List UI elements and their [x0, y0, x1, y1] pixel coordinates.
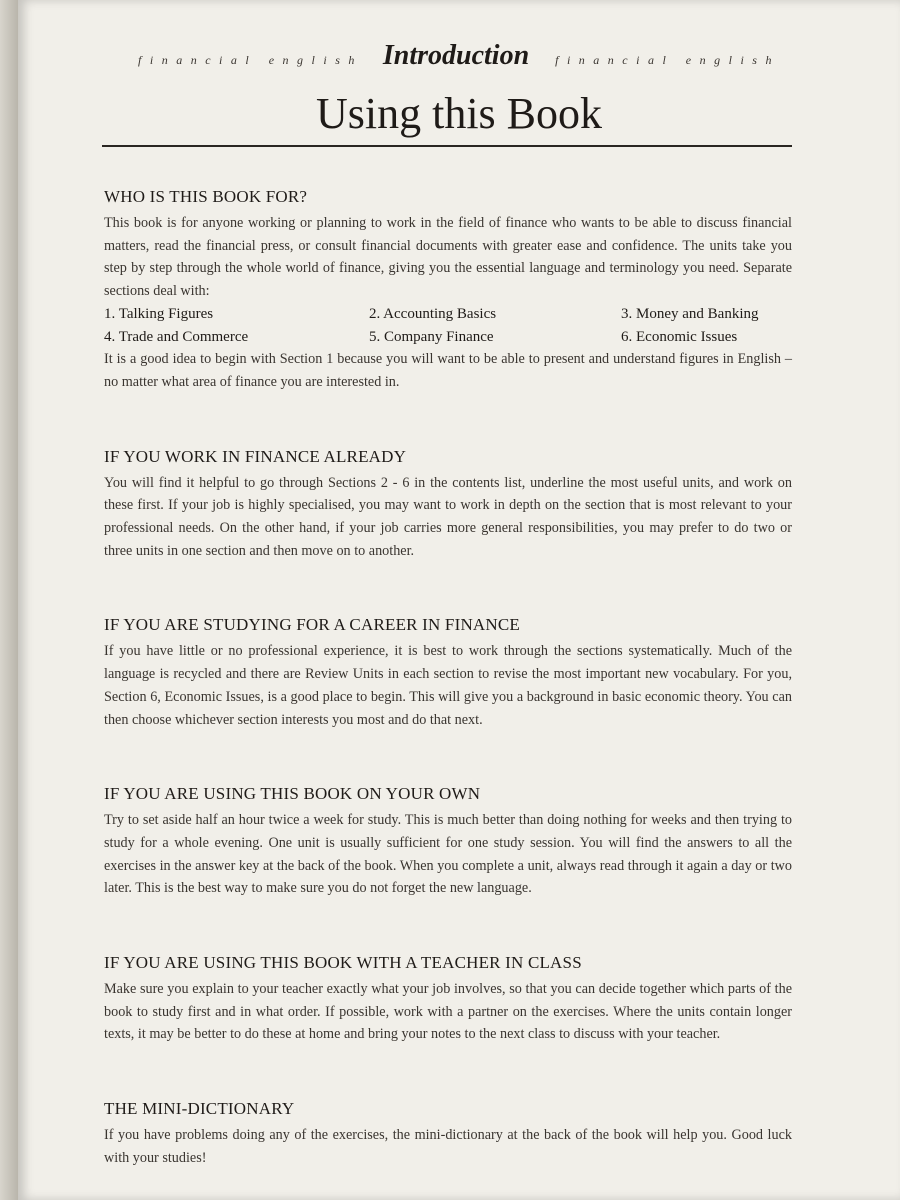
- running-header: [18, 40, 900, 72]
- section-text: If you have little or no professional experience, it is best to work through the sections systematically. Much of the language is recycled and there are Review Units in each section to revise the most important new vocabulary. For you, Section 6, Economic Issues, is a good place to begin. This will give you a background in basic economic theory. You can then choose whichever section interests you most and do that next.: [104, 643, 792, 728]
- list-item: 2. Accounting Basics: [369, 305, 497, 322]
- list-item: 5. Company Finance: [369, 328, 494, 345]
- list-item: 6. Economic Issues: [621, 328, 738, 345]
- list-item: 1. Talking Figures: [104, 305, 214, 322]
- section-heading: IF YOU WORK IN FINANCE ALREADY: [104, 446, 407, 466]
- section-who-is-this-book-for: [104, 186, 792, 394]
- section-text: This book is for anyone working or planning to work in the field of finance who wants to be able to discuss financial matters, read the financial press, or consult financial documents with greater ease and confidence. The units take you step by step through the whole world of finance, giving you the essential language and terminology you need. Separate sections deal with:: [104, 215, 792, 300]
- page-content: [104, 186, 792, 1170]
- section-with-teacher: [104, 952, 792, 1046]
- section-text: Try to set aside half an hour twice a week for study. This is much better than doing nothing for weeks and then trying to study for a whole evening. One unit is usually sufficient for one study session. You will find the answers to all the exercises in the answer key at the back of the book. When you complete a unit, always read through it again a day or two later. This is the best way to make sure you do not forget the new language.: [104, 812, 792, 897]
- book-gutter: [0, 0, 18, 1200]
- list-item: 4. Trade and Commerce: [104, 328, 249, 345]
- section-heading: IF YOU ARE USING THIS BOOK WITH A TEACHER IN CLASS: [104, 953, 582, 973]
- section-on-your-own: [104, 783, 792, 900]
- page-title: Using this Book: [315, 89, 603, 138]
- section-list: [104, 303, 792, 348]
- title-rule: [102, 145, 792, 147]
- section-mini-dictionary: [104, 1098, 792, 1169]
- list-item: 3. Money and Banking: [621, 305, 759, 322]
- header-left-tag: financial english: [138, 53, 363, 67]
- section-text: Make sure you explain to your teacher exactly what your job involves, so that you can decide together which parts of the book to study first and in what order. If possible, work with a partner on the exercises. Where the units contain longer texts, it may be better to do these at home and bring your notes to the next class to discuss with your teacher.: [104, 981, 792, 1043]
- header-right-tag: financial english: [555, 53, 780, 67]
- section-heading: THE MINI-DICTIONARY: [104, 1099, 295, 1119]
- section-studying-for-career: [104, 614, 792, 731]
- section-text-after: It is a good idea to begin with Section 1 because you will want to be able to present and understand figures in English – no matter what area of finance you are interested in.: [104, 351, 792, 390]
- section-work-in-finance: [104, 446, 792, 563]
- section-heading: IF YOU ARE USING THIS BOOK ON YOUR OWN: [104, 784, 481, 804]
- section-heading: WHO IS THIS BOOK FOR?: [104, 187, 308, 206]
- section-heading: IF YOU ARE STUDYING FOR A CAREER IN FINANCE: [104, 615, 521, 635]
- header-title: Introduction: [382, 40, 530, 71]
- section-text: If you have problems doing any of the exercises, the mini-dictionary at the back of the book will help you. Good luck with your studies!: [104, 1127, 792, 1166]
- section-text: You will find it helpful to go through Sections 2 - 6 in the contents list, underline the most useful units, and work on these first. If your job is highly specialised, you may want to work in depth on the section that is most relevant to your professional needs. On the other hand, if your job carries more general responsibilities, you may prefer to do two or three units in one section and then move on to another.: [104, 474, 792, 559]
